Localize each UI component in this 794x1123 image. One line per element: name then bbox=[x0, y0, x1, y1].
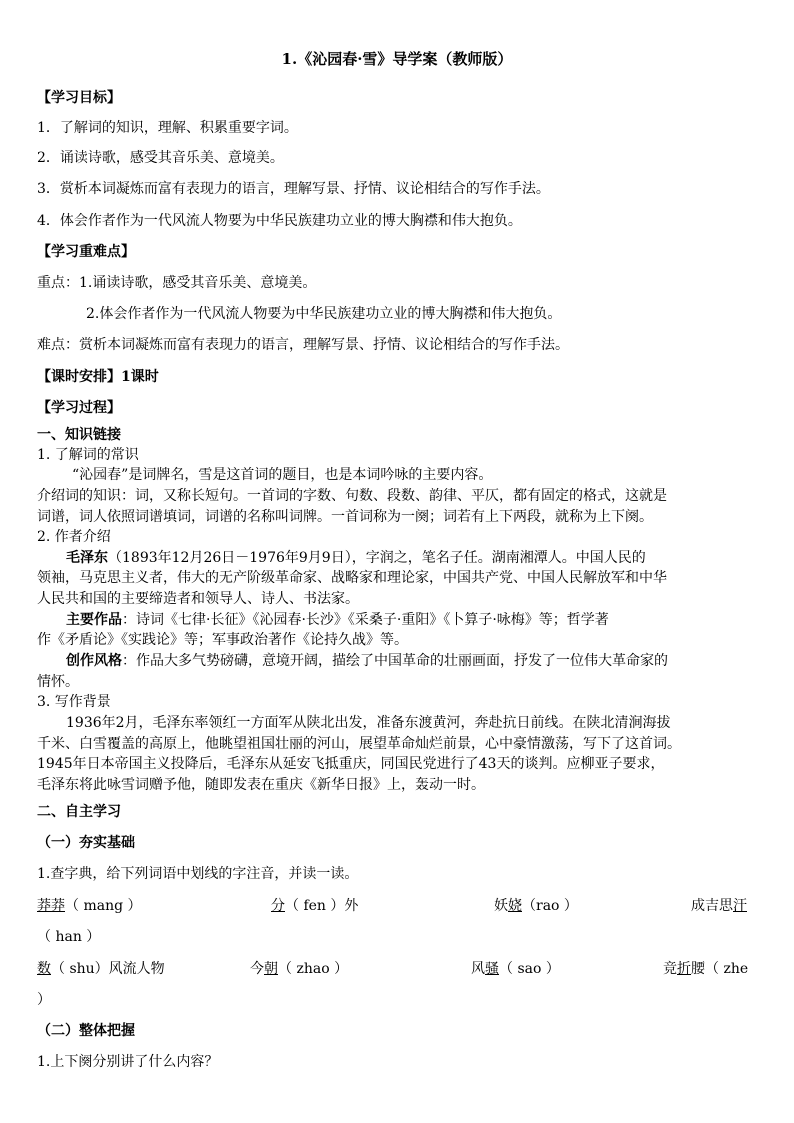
section-process: 【学习过程】 bbox=[37, 400, 121, 416]
vocab-word-underlined: 折 bbox=[677, 961, 691, 977]
goal-item: 3．赏析本词凝炼而富有表现力的语言，理解写景、抒情、议论相结合的写作手法。 bbox=[37, 181, 550, 197]
paragraph-line: “沁园春”是词牌名，雪是这首词的题目，也是本词吟咏的主要内容。 bbox=[72, 467, 493, 483]
difficult-point: 难点：赏析本词凝炼而富有表现力的语言，理解写景、抒情、议论相结合的写作手法。 bbox=[37, 337, 569, 353]
vocab-pinyin: （ mang ） bbox=[65, 898, 142, 914]
vocab-pinyin: （ sao ） bbox=[499, 961, 560, 977]
paragraph-line: 词谱，词人依照词谱填词，词谱的名称叫词牌。一首词称为一阕；词若有上下两段，就称为上下阕。 bbox=[37, 509, 653, 525]
vocab-item bbox=[250, 959, 348, 979]
goal-item: 4．体会作者作为一代风流人物要为中华民族建功立业的博大胸襟和伟大抱负。 bbox=[37, 213, 522, 229]
goal-item: 1．了解词的知识，理解、积累重要字词。 bbox=[37, 120, 298, 136]
key-point: 重点：1.诵读诗歌，感受其音乐美、意境美。 bbox=[37, 275, 317, 291]
section-goals: 【学习目标】 bbox=[37, 90, 121, 106]
vocab-pinyin: （ zhe bbox=[705, 961, 749, 977]
paragraph-line: 领袖，马克思主义者，伟大的无产阶级革命家、战略家和理论家，中国共产党、中国人民解放军和中华 bbox=[37, 570, 667, 586]
paragraph-line bbox=[66, 610, 757, 630]
question: 1.上下阕分别讲了什么内容？ bbox=[37, 1054, 219, 1070]
vocab-item bbox=[471, 959, 560, 979]
vocab-pinyin: （ zhao ） bbox=[278, 961, 349, 977]
vocab-pinyin: （ fen ）外 bbox=[285, 898, 359, 914]
question: 1.查字典，给下列词语中划线的字注音，并读一读。 bbox=[37, 866, 359, 882]
vocab-pinyin: （rao ） bbox=[522, 898, 578, 914]
subheading: 2. 作者介绍 bbox=[37, 529, 111, 545]
part-one-heading: 一、知识链接 bbox=[37, 427, 121, 443]
section-key-points: 【学习重难点】 bbox=[37, 244, 135, 260]
vocab-item bbox=[271, 896, 358, 916]
author-dates: （1893年12月26日－1976年9月9日），字润之，笔名子任。湖南湘潭人。中国人民的 bbox=[108, 550, 646, 566]
subheading: 1. 了解词的常识 bbox=[37, 447, 139, 463]
paragraph-line: 千米、白雪覆盖的高原上，他眺望祖国壮丽的河山，展望革命灿烂前景，心中豪情激荡，写下了这首词。 bbox=[37, 736, 681, 752]
paragraph-line: 毛泽东将此咏雪词赠予他，随即发表在重庆《新华日报》上，轰动一时。 bbox=[37, 777, 485, 793]
goal-item: 2．诵读诗歌，感受其音乐美、意境美。 bbox=[37, 150, 284, 166]
vocab-word: 腰 bbox=[691, 961, 705, 977]
page-title: 1.《沁园春·雪》导学案（教师版） bbox=[281, 50, 513, 68]
paragraph-line: 情怀。 bbox=[37, 674, 79, 690]
style-text: ：作品大多气势磅礴，意境开阔，描绘了中国革命的壮丽画面，抒发了一位伟大革命家的 bbox=[122, 653, 668, 669]
paragraph-line bbox=[66, 651, 757, 671]
vocab-word: 数 bbox=[37, 961, 51, 977]
works-text: ：诗词《七律·长征》《沁园春·长沙》《采桑子·重阳》《卜算子·咏梅》等；哲学著 bbox=[122, 612, 609, 628]
paragraph-line bbox=[66, 548, 757, 568]
paragraph-line: 介绍词的知识：词，又称长短句。一首词的字数、句数、段数、韵律、平仄，都有固定的格式，这就是 bbox=[37, 488, 667, 504]
vocab-word: 妖 bbox=[494, 898, 508, 914]
part-two-heading: 二、自主学习 bbox=[37, 804, 121, 820]
vocab-pinyin: （ shu）风流人物 bbox=[51, 961, 165, 977]
style-label: 创作风格 bbox=[66, 653, 122, 669]
subsection-overview: （二）整体把握 bbox=[37, 1023, 135, 1039]
subheading: 3. 写作背景 bbox=[37, 694, 111, 710]
vocab-word: 竞 bbox=[663, 961, 677, 977]
paragraph-line: 1945年日本帝国主义投降后，毛泽东从延安飞抵重庆，同国民党进行了43天的谈判。应柳亚子要求， bbox=[37, 756, 665, 772]
vocab-close-paren: ） bbox=[37, 992, 51, 1008]
paragraph-line: 人民共和国的主要缔造者和领导人、诗人、书法家。 bbox=[37, 591, 359, 607]
subsection-basics: （一）夯实基础 bbox=[37, 835, 135, 851]
section-time-label: 【课时安排】 bbox=[37, 369, 121, 385]
works-label: 主要作品 bbox=[66, 612, 122, 628]
vocab-item bbox=[494, 896, 578, 916]
vocab-item bbox=[37, 959, 165, 979]
section-time-value: 1课时 bbox=[121, 369, 159, 385]
section-time bbox=[37, 367, 757, 387]
vocab-word: 今 bbox=[250, 961, 264, 977]
vocab-item bbox=[663, 959, 748, 979]
vocab-word-underlined: 娆 bbox=[508, 898, 522, 914]
vocab-word: 成吉思 bbox=[691, 898, 733, 914]
vocab-word-underlined: 骚 bbox=[485, 961, 499, 977]
paragraph-line: 1936年2月，毛泽东率领红一方面军从陕北出发，准备东渡黄河，奔赴抗日前线。在陕北清涧海拔 bbox=[66, 715, 671, 731]
author-name: 毛泽东 bbox=[66, 550, 108, 566]
vocab-word: 莽莽 bbox=[37, 898, 65, 914]
vocab-item bbox=[691, 896, 747, 916]
key-point: 2.体会作者作为一代风流人物要为中华民族建功立业的博大胸襟和伟大抱负。 bbox=[86, 306, 562, 322]
vocab-pinyin: （ han ） bbox=[37, 929, 101, 945]
vocab-item bbox=[37, 896, 142, 916]
vocab-word: 分 bbox=[271, 898, 285, 914]
vocab-word-underlined: 汗 bbox=[733, 898, 747, 914]
vocab-word: 风 bbox=[471, 961, 485, 977]
paragraph-line: 作《矛盾论》《实践论》等；军事政治著作《论持久战》等。 bbox=[37, 632, 408, 648]
vocab-word-underlined: 朝 bbox=[264, 961, 278, 977]
